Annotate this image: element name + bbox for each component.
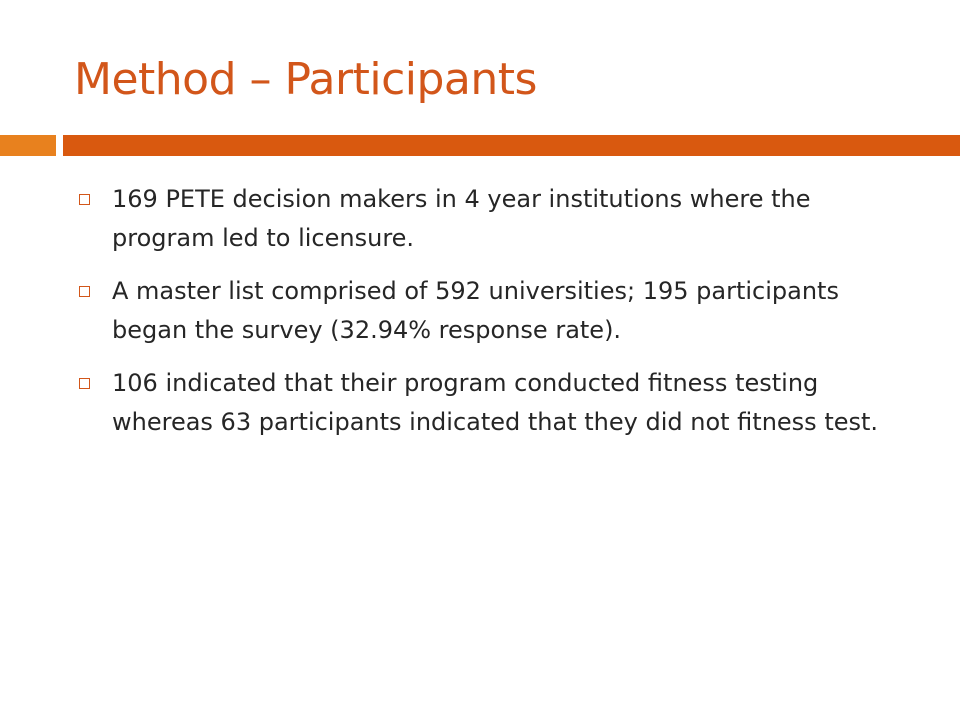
accent-bar-left [0, 135, 56, 156]
square-bullet-icon [79, 378, 90, 389]
list-item [72, 180, 902, 258]
list-item [72, 364, 902, 442]
accent-bar-right [63, 135, 960, 156]
bullet-text: 106 indicated that their program conducted fitness testing whereas 63 participants indicated that they did not fitness test. [112, 369, 879, 436]
bullet-text: 169 PETE decision makers in 4 year institutions where the program led to licensure. [112, 185, 811, 252]
square-bullet-icon [79, 194, 90, 205]
list-item [72, 272, 902, 350]
bullet-text: A master list comprised of 592 universities; 195 participants began the survey (32.94% response rate). [112, 277, 839, 344]
bullet-list [72, 180, 902, 456]
slide-title: Method – Participants [74, 54, 537, 105]
square-bullet-icon [79, 286, 90, 297]
